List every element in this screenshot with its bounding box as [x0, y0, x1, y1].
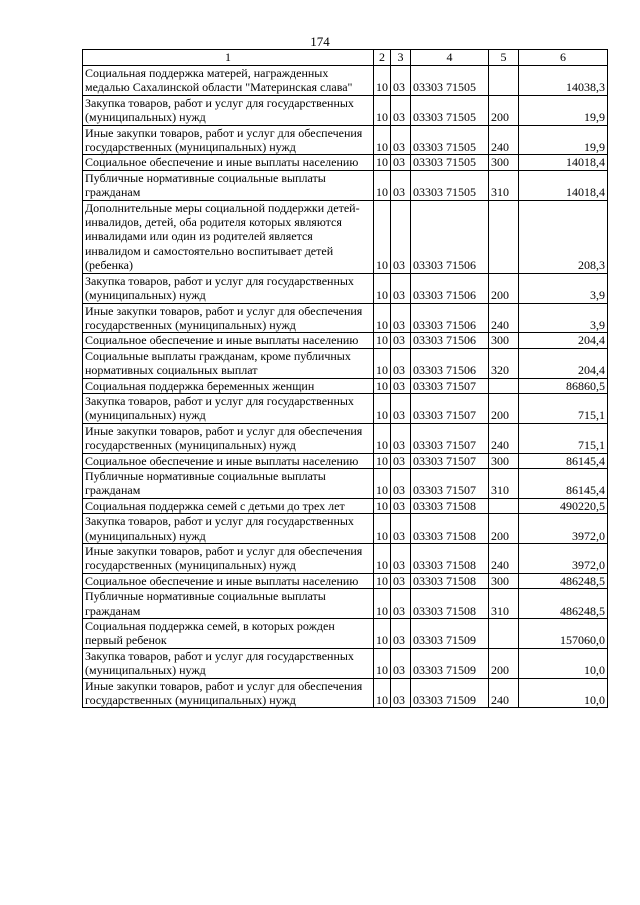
subsection-code-cell: 03 [391, 678, 411, 708]
expense-type-code-cell: 200 [489, 393, 519, 423]
subsection-code-cell: 03 [391, 514, 411, 544]
header-cell-1: 1 [83, 50, 374, 66]
header-row [83, 50, 608, 66]
item-name-cell: Публичные нормативные социальные выплаты гражданам [83, 589, 374, 619]
item-name-cell: Закупка товаров, работ и услуг для государственных (муниципальных) нужд [83, 393, 374, 423]
section-code-cell: 10 [374, 514, 391, 544]
amount-cell: 3972,0 [519, 514, 608, 544]
target-article-code-cell: 03303 71505 [411, 170, 489, 200]
amount-cell: 10,0 [519, 678, 608, 708]
subsection-code-cell: 03 [391, 273, 411, 303]
section-code-cell: 10 [374, 648, 391, 678]
expense-type-code-cell: 200 [489, 273, 519, 303]
section-code-cell: 10 [374, 348, 391, 378]
table-row [83, 333, 608, 348]
item-name-cell: Иные закупки товаров, работ и услуг для обеспечения государственных (муниципальных) нужд [83, 423, 374, 453]
item-name-cell: Закупка товаров, работ и услуг для государственных (муниципальных) нужд [83, 514, 374, 544]
amount-cell: 715,1 [519, 423, 608, 453]
subsection-code-cell: 03 [391, 66, 411, 96]
table-row [83, 66, 608, 96]
item-name-cell: Дополнительные меры социальной поддержки детей-инвалидов, детей, оба родителя которых являются инвалидами или один из родителей является инвалидом и самостоятельно воспитывает детей (ребенка) [83, 200, 374, 273]
section-code-cell: 10 [374, 468, 391, 498]
expense-type-code-cell: 200 [489, 95, 519, 125]
amount-cell: 14018,4 [519, 170, 608, 200]
item-name-cell: Закупка товаров, работ и услуг для государственных (муниципальных) нужд [83, 273, 374, 303]
amount-cell: 10,0 [519, 648, 608, 678]
expense-type-code-cell: 240 [489, 423, 519, 453]
section-code-cell: 10 [374, 498, 391, 513]
table-row [83, 648, 608, 678]
amount-cell: 204,4 [519, 333, 608, 348]
section-code-cell: 10 [374, 200, 391, 273]
amount-cell: 86145,4 [519, 453, 608, 468]
target-article-code-cell: 03303 71506 [411, 348, 489, 378]
table-row [83, 573, 608, 588]
header-cell-2: 2 [374, 50, 391, 66]
target-article-code-cell: 03303 71507 [411, 468, 489, 498]
target-article-code-cell: 03303 71506 [411, 273, 489, 303]
amount-cell: 486248,5 [519, 589, 608, 619]
header-cell-4: 4 [411, 50, 489, 66]
table-row [83, 303, 608, 333]
subsection-code-cell: 03 [391, 170, 411, 200]
section-code-cell: 10 [374, 453, 391, 468]
item-name-cell: Иные закупки товаров, работ и услуг для обеспечения государственных (муниципальных) нужд [83, 678, 374, 708]
item-name-cell: Социальные выплаты гражданам, кроме публичных нормативных социальных выплат [83, 348, 374, 378]
section-code-cell: 10 [374, 273, 391, 303]
item-name-cell: Социальная поддержка семей с детьми до трех лет [83, 498, 374, 513]
expense-type-code-cell: 240 [489, 678, 519, 708]
subsection-code-cell: 03 [391, 468, 411, 498]
amount-cell: 14038,3 [519, 66, 608, 96]
item-name-cell: Социальное обеспечение и иные выплаты населению [83, 573, 374, 588]
subsection-code-cell: 03 [391, 648, 411, 678]
expense-type-code-cell: 300 [489, 453, 519, 468]
item-name-cell: Закупка товаров, работ и услуг для государственных (муниципальных) нужд [83, 648, 374, 678]
expense-type-code-cell [489, 498, 519, 513]
subsection-code-cell: 03 [391, 378, 411, 393]
amount-cell: 3972,0 [519, 544, 608, 574]
section-code-cell: 10 [374, 66, 391, 96]
table-row [83, 589, 608, 619]
expense-type-code-cell: 240 [489, 544, 519, 574]
table-row [83, 423, 608, 453]
amount-cell: 486248,5 [519, 573, 608, 588]
target-article-code-cell: 03303 71506 [411, 303, 489, 333]
page-number: 174 [310, 34, 330, 49]
header-cell-3: 3 [391, 50, 411, 66]
subsection-code-cell: 03 [391, 573, 411, 588]
table-row [83, 678, 608, 708]
target-article-code-cell: 03303 71509 [411, 619, 489, 649]
subsection-code-cell: 03 [391, 498, 411, 513]
target-article-code-cell: 03303 71507 [411, 378, 489, 393]
expense-type-code-cell: 240 [489, 303, 519, 333]
table-row [83, 348, 608, 378]
expense-type-code-cell [489, 378, 519, 393]
target-article-code-cell: 03303 71507 [411, 453, 489, 468]
table-row [83, 514, 608, 544]
subsection-code-cell: 03 [391, 333, 411, 348]
header-cell-6: 6 [519, 50, 608, 66]
table-row [83, 619, 608, 649]
item-name-cell: Социальное обеспечение и иные выплаты населению [83, 333, 374, 348]
item-name-cell: Публичные нормативные социальные выплаты гражданам [83, 468, 374, 498]
subsection-code-cell: 03 [391, 125, 411, 155]
amount-cell: 490220,5 [519, 498, 608, 513]
table-row [83, 170, 608, 200]
target-article-code-cell: 03303 71505 [411, 155, 489, 170]
expense-type-code-cell: 310 [489, 589, 519, 619]
subsection-code-cell: 03 [391, 348, 411, 378]
expense-type-code-cell: 300 [489, 573, 519, 588]
item-name-cell: Иные закупки товаров, работ и услуг для обеспечения государственных (муниципальных) нужд [83, 544, 374, 574]
section-code-cell: 10 [374, 155, 391, 170]
table-body [83, 66, 608, 708]
amount-cell: 157060,0 [519, 619, 608, 649]
item-name-cell: Социальная поддержка семей, в которых рожден первый ребенок [83, 619, 374, 649]
target-article-code-cell: 03303 71505 [411, 95, 489, 125]
item-name-cell: Социальная поддержка беременных женщин [83, 378, 374, 393]
target-article-code-cell: 03303 71505 [411, 125, 489, 155]
table-row [83, 453, 608, 468]
section-code-cell: 10 [374, 378, 391, 393]
expense-type-code-cell [489, 619, 519, 649]
expense-type-code-cell: 200 [489, 648, 519, 678]
amount-cell: 19,9 [519, 125, 608, 155]
section-code-cell: 10 [374, 170, 391, 200]
subsection-code-cell: 03 [391, 619, 411, 649]
item-name-cell: Иные закупки товаров, работ и услуг для обеспечения государственных (муниципальных) нужд [83, 303, 374, 333]
subsection-code-cell: 03 [391, 423, 411, 453]
target-article-code-cell: 03303 71508 [411, 514, 489, 544]
section-code-cell: 10 [374, 393, 391, 423]
item-name-cell: Закупка товаров, работ и услуг для государственных (муниципальных) нужд [83, 95, 374, 125]
expense-type-code-cell: 240 [489, 125, 519, 155]
target-article-code-cell: 03303 71508 [411, 589, 489, 619]
table-row [83, 468, 608, 498]
subsection-code-cell: 03 [391, 393, 411, 423]
item-name-cell: Социальное обеспечение и иные выплаты населению [83, 453, 374, 468]
expense-type-code-cell [489, 66, 519, 96]
section-code-cell: 10 [374, 678, 391, 708]
header-cell-5: 5 [489, 50, 519, 66]
amount-cell: 715,1 [519, 393, 608, 423]
item-name-cell: Социальное обеспечение и иные выплаты населению [83, 155, 374, 170]
target-article-code-cell: 03303 71506 [411, 200, 489, 273]
item-name-cell: Публичные нормативные социальные выплаты гражданам [83, 170, 374, 200]
item-name-cell: Социальная поддержка матерей, награжденных медалью Сахалинской области "Материнская слава" [83, 66, 374, 96]
amount-cell: 86145,4 [519, 468, 608, 498]
target-article-code-cell: 03303 71508 [411, 544, 489, 574]
expense-type-code-cell: 310 [489, 170, 519, 200]
budget-table [82, 49, 608, 708]
target-article-code-cell: 03303 71507 [411, 423, 489, 453]
section-code-cell: 10 [374, 544, 391, 574]
expense-type-code-cell [489, 200, 519, 273]
table-row [83, 125, 608, 155]
expense-type-code-cell: 300 [489, 155, 519, 170]
table-row [83, 393, 608, 423]
section-code-cell: 10 [374, 589, 391, 619]
section-code-cell: 10 [374, 333, 391, 348]
section-code-cell: 10 [374, 125, 391, 155]
target-article-code-cell: 03303 71509 [411, 678, 489, 708]
amount-cell: 208,3 [519, 200, 608, 273]
amount-cell: 19,9 [519, 95, 608, 125]
target-article-code-cell: 03303 71505 [411, 66, 489, 96]
target-article-code-cell: 03303 71508 [411, 573, 489, 588]
target-article-code-cell: 03303 71506 [411, 333, 489, 348]
section-code-cell: 10 [374, 573, 391, 588]
table-row [83, 498, 608, 513]
table-row [83, 544, 608, 574]
table-row [83, 378, 608, 393]
expense-type-code-cell: 300 [489, 333, 519, 348]
item-name-cell: Иные закупки товаров, работ и услуг для обеспечения государственных (муниципальных) нужд [83, 125, 374, 155]
subsection-code-cell: 03 [391, 95, 411, 125]
amount-cell: 3,9 [519, 273, 608, 303]
amount-cell: 204,4 [519, 348, 608, 378]
amount-cell: 86860,5 [519, 378, 608, 393]
table-row [83, 273, 608, 303]
subsection-code-cell: 03 [391, 453, 411, 468]
subsection-code-cell: 03 [391, 303, 411, 333]
target-article-code-cell: 03303 71508 [411, 498, 489, 513]
table-row [83, 200, 608, 273]
subsection-code-cell: 03 [391, 200, 411, 273]
amount-cell: 3,9 [519, 303, 608, 333]
section-code-cell: 10 [374, 423, 391, 453]
target-article-code-cell: 03303 71509 [411, 648, 489, 678]
table-row [83, 95, 608, 125]
target-article-code-cell: 03303 71507 [411, 393, 489, 423]
subsection-code-cell: 03 [391, 155, 411, 170]
subsection-code-cell: 03 [391, 589, 411, 619]
table-row [83, 155, 608, 170]
expense-type-code-cell: 200 [489, 514, 519, 544]
expense-type-code-cell: 320 [489, 348, 519, 378]
amount-cell: 14018,4 [519, 155, 608, 170]
section-code-cell: 10 [374, 95, 391, 125]
expense-type-code-cell: 310 [489, 468, 519, 498]
section-code-cell: 10 [374, 303, 391, 333]
subsection-code-cell: 03 [391, 544, 411, 574]
section-code-cell: 10 [374, 619, 391, 649]
